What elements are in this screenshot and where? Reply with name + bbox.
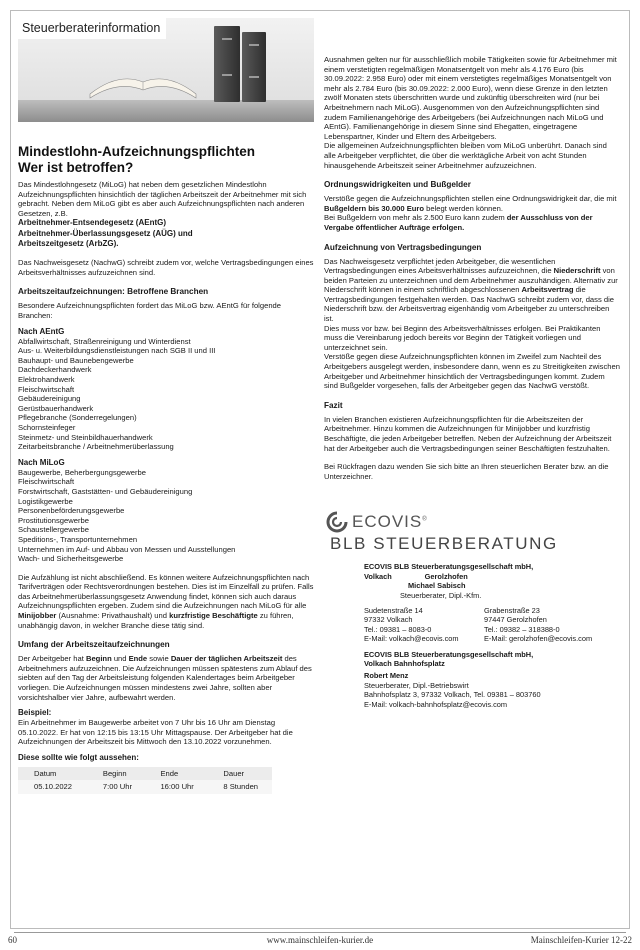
office-gerolzhofen — [484, 606, 604, 644]
list-item: Gerüstbauerhandwerk — [18, 403, 94, 413]
umfang-paragraph: Der Arbeitgeber hat Beginn und Ende sowie Dauer der täglichen Arbeitszeit des Arbeitnehmers aufzuzeichnen. Die Aufzeichnungen müssen spätestens zum Ablauf des siebten auf den Tag der Arbeitsleistung folgenden Kalendertages beim Arbeitgeber vorliegen. Die Aufzeichnungen müssen mindestens zwei Jahre, sollten aber vorsichtshalber vier Jahre, aufbewahrt werden. — [18, 654, 312, 702]
fazit-paragraph: In vielen Branchen existieren Aufzeichnungspflichten für die Arbeitszeiten der Arbeitnehmer. Hinzu kommen die Aufzeichnungen für Minijobber und kurzfristig Beschäftigte, die jeden Arbeitgeber betreffen. Neben der Aufzeichnung der Arbeitszeit hat der Arbeitgeber auch die Vertragsbedingungen seiner Beschäftigten festzuhalten. — [324, 414, 612, 453]
table-cell: 8 Stunden — [207, 780, 272, 794]
list-item: Elektrohandwerk — [18, 375, 75, 385]
contact-block — [364, 562, 620, 709]
open-book-icon — [88, 68, 198, 102]
bussgelder-paragraph: Verstöße gegen die Aufzeichnungspflichten stellen eine Ordnungswidrigkeit dar, die mit Bußgeldern bis 30.000 Euro belegt werden können. Bei Bußgeldern von mehr als 2.500 Euro kann zudem der Ausschluss von der Vergabe öffentlicher Aufträge erfolgen. — [324, 194, 617, 232]
footer-issue: Mainschleifen-Kurier 12-22 — [530, 935, 632, 945]
law-item: Arbeitnehmer-Entsendegesetz (AEntG) — [18, 218, 167, 228]
section-heading-umfang: Umfang der Arbeitszeitaufzeichnungen — [18, 640, 170, 650]
ecovis-wordmark: ECOVIS® — [352, 512, 428, 532]
aentg-list — [18, 337, 314, 452]
left-column — [18, 18, 314, 794]
vertrag-paragraph-3: Verstöße gegen diese Aufzeichnungspflichten können im Zweifel zum Nachteil des Arbeitgebers ausgelegt werden, insbesondere dann, wenn es zu Streitigkeiten zwischen Arbeitgeber und Arbeitnehmer hinsichtlich der Vertragsbedingungen kommt. Zudem sind Bußgelder vorgesehen, falls der Arbeitgeber gegen das NachwG verstößt. — [324, 352, 620, 391]
ecovis-logo — [326, 511, 620, 533]
list-item: Logistikgewerbe — [18, 496, 73, 506]
firm-name-2: ECOVIS BLB Steuerberatungsgesellschaft mbH, — [364, 649, 534, 659]
table-header: Datum — [18, 767, 87, 780]
worktime-table — [18, 767, 272, 794]
list-item: Zeitarbeitsbranche / Arbeitnehmerüberlassung — [18, 442, 174, 452]
book-spine-1 — [214, 26, 240, 102]
address-line: Sudetenstraße 14 — [364, 606, 423, 615]
section-heading-branchen: Arbeitszeitaufzeichnungen: Betroffene Branchen — [18, 287, 209, 297]
firm-locations: Volkach Gerolzhofen — [364, 571, 468, 581]
list-item: Prostitutionsgewerbe — [18, 515, 89, 525]
list-item: Fleischwirtschaft — [18, 384, 75, 394]
exceptions-paragraph: Ausnahmen gelten nur für ausschließlich mobile Tätigkeiten sowie für Arbeitnehmer mit einem verstetigten regelmäßigen Monatsentgelt von mehr als 4.176 Euro (bis 30.09.2022: 2.958 Euro) oder mit einem verstetigtes regelmäßiges Monatsentgelt von mehr als 2.784 Euro (bis 30.09.2022: 2.000 Euro), wenn diese Grenze in den letzten zwölf Monaten stets überschritten wurde und zukünftig überschreiten wird (nur bei Arbeitnehmern nach MiLoG). Ausgenommen von den Aufzeichnungspflichten sind zudem Familienangehörige des Arbeitgebers (bei Aufzeichnungen nach MiLoG und AEntG). Familienangehörige in diesem Sinne sind Ehegatten, eingetragene Lebenspartner, Kinder und Eltern des Arbeitgebers. — [324, 55, 617, 141]
phone: Tel.: 09381 – 8083-0 — [364, 624, 432, 634]
milog-heading: Nach MiLoG — [18, 457, 65, 467]
phone: Tel.: 09382 – 318388-0 — [484, 624, 560, 634]
right-column — [324, 55, 620, 709]
table-header: Ende — [144, 767, 207, 780]
section-heading-fazit: Fazit — [324, 400, 343, 410]
aentg-heading: Nach AEntG — [18, 326, 65, 336]
list-item: Bauhaupt- und Baunebengewerbe — [18, 355, 134, 365]
example-paragraph: Ein Arbeitnehmer im Baugewerbe arbeitet von 7 Uhr bis 16 Uhr am Dienstag 05.10.2022. Er hat von 12:15 bis 13:15 Uhr Mittagspause. Der Arbeitgeber hat die Aufzeichnungen der Arbeitszeit bis Mittwoch den 13.10.2022 vorzunehmen. — [18, 718, 293, 747]
list-item: Forstwirtschaft, Gaststätten- und Gebäudereinigung — [18, 486, 193, 496]
header-image — [18, 18, 314, 122]
example-heading: Beispiel: — [18, 708, 52, 718]
intro-paragraph: Das Mindestlohngesetz (MiLoG) hat neben dem gesetzlichen Mindestlohn Aufzeichnungspflichten hinsichtlich der täglichen Arbeitszeit der Arbeitnehmer mit sich gebracht. Neben dem MiLoG gibt es aber auch Aufzeichnungspflichten nach anderen Gesetzen, z.B. — [18, 180, 307, 218]
list-item: Personenbeförderungsgewerbe — [18, 506, 125, 516]
contact-person-2: Robert Menz — [364, 671, 409, 681]
general-duties-paragraph: Die allgemeinen Aufzeichnungspflichten bleiben vom MiLoG unberührt. Danach sind alle Arbeitgeber verpflichtet, die über die werktägliche Arbeit von acht Stunden hinausgehende Arbeitszeit seiner Arbeitnehmer aufzuzeichnen. — [324, 141, 607, 170]
law-list — [18, 218, 314, 249]
address-line: 97332 Volkach — [364, 615, 413, 625]
branchen-intro: Besondere Aufzeichnungspflichten fordert das MiLoG bzw. AEntG für folgende Branchen: — [18, 301, 281, 321]
vertrag-paragraph: Das Nachweisgesetz verpflichtet jeden Arbeitgeber, die wesentlichen Vertragsbedingungen eines Arbeitsverhältnisses aufzuzeichnen, die Niederschrift von beiden Parteien zu unterzeichnen und dem Arbeitnehmer auszuhändigen. Alternativ zur Niederschrift können in einem schriftlich abgeschlossenen Arbeitsvertrag die Vertragsbedingungen festgehalten werden. Das NachwG schreibt zudem vor, dass die Niederschrift bzw. der Arbeitsvertrag eigenhändig vom Arbeitgeber zu unterschreiben ist. — [324, 256, 618, 324]
contact-note: Bei Rückfragen dazu wenden Sie sich bitte an Ihren steuerlichen Berater bzw. an die Unterzeichner. — [324, 462, 609, 481]
header-caption: Steuerberaterinformation — [18, 18, 166, 39]
office-addresses — [364, 606, 620, 644]
table-heading: Diese sollte wie folgt aussehen: — [18, 753, 139, 763]
list-item: Unternehmen im Auf- und Abbau von Messen und Ausstellungen — [18, 544, 236, 554]
book-spine-2 — [242, 32, 266, 102]
list-item: Schornsteinfeger — [18, 422, 76, 432]
list-item: Speditions-, Transportunternehmen — [18, 534, 138, 544]
list-item: Wach- und Sicherheitsgewerbe — [18, 554, 124, 564]
section-heading-vertrag: Aufzeichnung von Vertragsbedingungen — [324, 242, 482, 252]
table-cell: 16:00 Uhr — [144, 780, 207, 794]
contact-title: Steuerberater, Dipl.-Kfm. — [400, 590, 482, 600]
ecovis-logo-icon — [326, 511, 348, 533]
email-link[interactable]: E-Mail: volkach@ecovis.com — [364, 634, 459, 644]
footer-url[interactable]: www.mainschleifen-kurier.de — [266, 935, 374, 945]
table-cell: 7:00 Uhr — [87, 780, 145, 794]
law-item: Arbeitszeitgesetz (ArbZG). — [18, 238, 119, 248]
address-line: Grabenstraße 23 — [484, 606, 540, 615]
table-row — [18, 780, 272, 794]
table-cell: 05.10.2022 — [18, 780, 87, 794]
table-header-row — [18, 767, 272, 780]
list-item: Dachdeckerhandwerk — [18, 365, 92, 375]
shelf — [18, 100, 314, 122]
list-item: Gebäudereinigung — [18, 394, 81, 404]
milog-list — [18, 468, 314, 564]
firm-name: ECOVIS BLB Steuerberatungsgesellschaft mbH, — [364, 562, 534, 572]
firm-sub-2: Volkach Bahnhofsplatz — [364, 659, 445, 669]
nachweis-paragraph: Das Nachweisgesetz (NachwG) schreibt zudem vor, welche Vertragsbedingungen eines Arbeitsverhältnisses aufzuzeichnen sind. — [18, 258, 314, 277]
list-item: Abfallwirtschaft, Straßenreinigung und Winterdienst — [18, 336, 191, 346]
list-item: Aus- u. Weiterbildungsdienstleistungen nach SGB II und III — [18, 346, 216, 356]
section-heading-bussgelder: Ordnungswidrigkeiten und Bußgelder — [324, 180, 471, 190]
address-line-2: Bahnhofsplatz 3, 97332 Volkach, Tel. 09381 – 803760 — [364, 690, 541, 700]
list-note: Die Aufzählung ist nicht abschließend. Es können weitere Aufzeichnungspflichten nach Tarifverträgen oder Rechtsverordnungen bestehen. Dies ist im Einzelfall zu prüfen. Falls das Arbeitnehmerüberlassungsgesetz Anwendung findet, können sich auch daraus Aufzeichnungspflichten ergeben. Zudem sind die Aufzeichnungen nach MiLoG für alle Minijobber (Ausnahme: Privathaushalt) und kurzfristige Beschäftigte zu führen, unabhängig davon, in welcher Branche diese tätig sind. — [18, 572, 314, 630]
law-item: Arbeitnehmer-Überlassungsgesetz (AÜG) und — [18, 228, 193, 238]
page-number: 60 — [8, 935, 17, 945]
email-link[interactable]: E-Mail: gerolzhofen@ecovis.com — [484, 634, 593, 644]
list-item: Fleischwirtschaft — [18, 477, 75, 487]
contact-title-2: Steuerberater, Dipl.-Betriebswirt — [364, 680, 469, 690]
vertrag-paragraph-2: Dies muss vor bzw. bei Beginn des Arbeitsverhältnisses erfolgen. Bei Praktikanten muss die Vereinbarung jedoch bereits vor Beginn der Tätigkeit vorliegen und unterzeichnet sein. — [324, 323, 601, 352]
office-volkach — [364, 606, 484, 644]
contact-person: Michael Sabisch — [408, 581, 466, 591]
address-line: 97447 Gerolzhofen — [484, 615, 547, 625]
footer-divider — [14, 932, 626, 933]
table-header: Dauer — [207, 767, 272, 780]
list-item: Schaustellergewerbe — [18, 525, 89, 535]
list-item: Pflegebranche (Sonderregelungen) — [18, 413, 137, 423]
blb-wordmark: BLB STEUERBERATUNG — [330, 534, 558, 554]
list-item: Steinmetz- und Steinbildhauerhandwerk — [18, 432, 153, 442]
table-header: Beginn — [87, 767, 145, 780]
article-title: Mindestlohn-Aufzeichnungspflichten Wer ist betroffen? — [18, 144, 255, 175]
email-link-2[interactable]: E-Mail: volkach-bahnhofsplatz@ecovis.com — [364, 699, 508, 709]
list-item: Baugewerbe, Beherbergungsgewerbe — [18, 467, 146, 477]
